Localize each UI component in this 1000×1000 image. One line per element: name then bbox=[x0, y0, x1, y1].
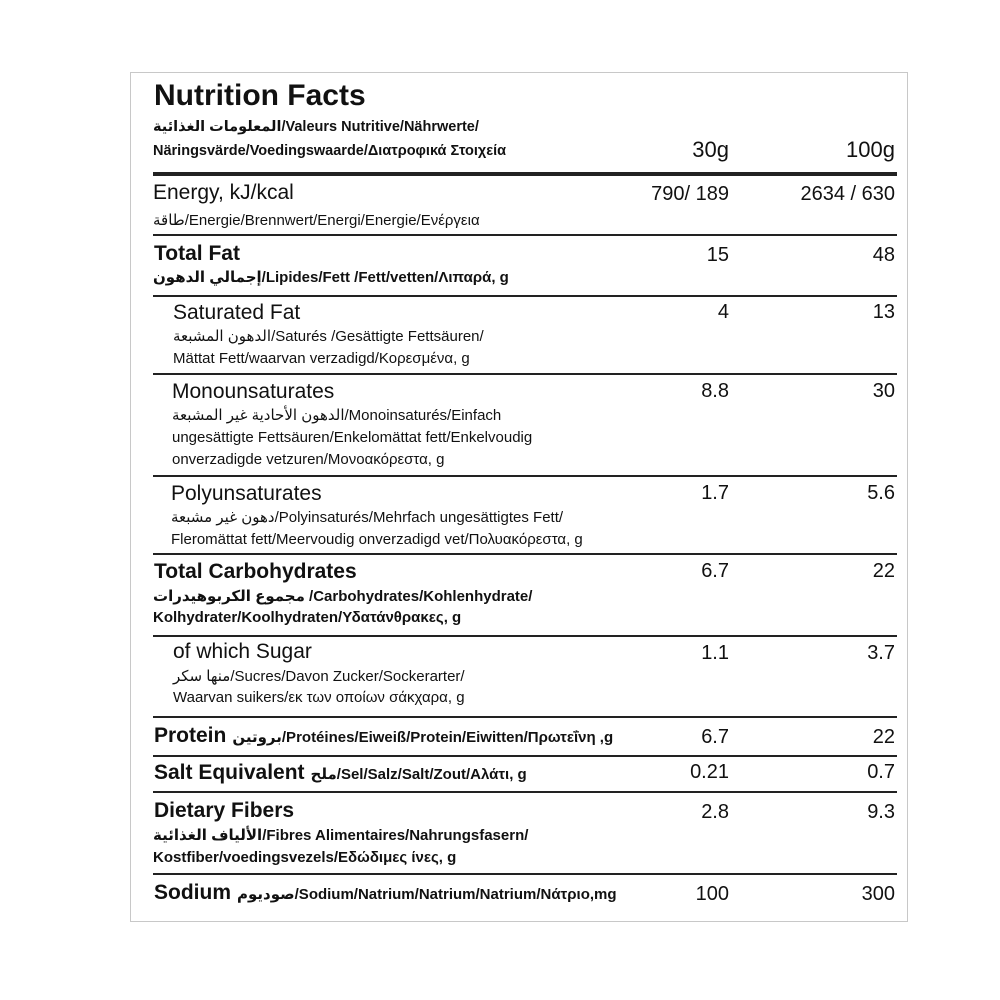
row-divider bbox=[153, 373, 897, 375]
value-30g: 6.7 bbox=[701, 560, 729, 582]
row-divider bbox=[153, 234, 897, 236]
row-divider bbox=[153, 873, 897, 875]
row-translation-line2: Kolhydrater/Koolhydraten/Υδατάνθρακες, g bbox=[153, 609, 462, 626]
row-translation-line1: مجموع الكربوهيدرات /Carbohydrates/Kohlenhydrate/ bbox=[153, 588, 533, 605]
row-divider bbox=[153, 755, 897, 757]
value-100g: 3.7 bbox=[867, 642, 895, 664]
value-30g: 15 bbox=[706, 244, 729, 266]
value-30g: 2.8 bbox=[701, 801, 729, 823]
title-translations-line2: Näringsvärde/Voedingswaarde/Διατροφικά Στοιχεία bbox=[153, 143, 507, 159]
value-30g: 790/ 189 bbox=[651, 183, 729, 205]
value-30g: 6.7 bbox=[701, 726, 729, 748]
row-translation-line3: onverzadigde vetzuren/Μονοακόρεστα, g bbox=[172, 451, 445, 468]
row-name: Monounsaturates bbox=[172, 380, 335, 403]
column-header-100g: 100g bbox=[846, 137, 895, 162]
row-name bbox=[154, 761, 527, 785]
row-translation-line2: Fleromättat fett/Meervoudig onverzadigd vet/Πολυακόρεστα, g bbox=[171, 531, 583, 548]
row-translation: صوديوم/Sodium/Natrium/Natrium/Natrium/Νάτριο,mg bbox=[237, 886, 617, 903]
value-100g: 2634 / 630 bbox=[800, 183, 895, 205]
row-divider bbox=[153, 475, 897, 477]
row-translation: إجمالي الدهون/Lipides/Fett /Fett/vetten/Λιπαρά, g bbox=[153, 269, 509, 286]
value-30g: 100 bbox=[695, 883, 729, 905]
value-100g: 22 bbox=[872, 560, 895, 582]
row-name-text: Protein bbox=[154, 724, 227, 747]
row-divider bbox=[153, 791, 897, 793]
row-translation-line1: الألياف الغذائية/Fibres Alimentaires/Nahrungsfasern/ bbox=[153, 827, 529, 844]
row-divider bbox=[153, 716, 897, 718]
row-name: Energy, kJ/kcal bbox=[153, 181, 294, 204]
row-translation: ملح/Sel/Salz/Salt/Zout/Αλάτι, g bbox=[310, 766, 527, 783]
row-name: Polyunsaturates bbox=[171, 482, 322, 505]
row-translation-line2: ungesättigte Fettsäuren/Enkelomättat fett/Enkelvoudig bbox=[172, 429, 533, 446]
row-name: of which Sugar bbox=[173, 640, 312, 663]
value-30g: 8.8 bbox=[701, 380, 729, 402]
value-100g: 13 bbox=[872, 301, 895, 323]
value-100g: 22 bbox=[872, 726, 895, 748]
value-100g: 30 bbox=[872, 380, 895, 402]
row-translation-line2: Mättat Fett/waarvan verzadigd/Κορεσμένα, g bbox=[173, 350, 470, 367]
header-divider bbox=[153, 172, 897, 176]
title-translations-line1: المعلومات الغذائية/Valeurs Nutritive/Nährwerte/ bbox=[153, 119, 479, 135]
row-name bbox=[154, 881, 617, 905]
row-translation-line1: الدهون الأحادية غير المشبعة/Monoinsaturés/Einfach bbox=[172, 407, 502, 424]
row-translation-line2: Kostfiber/voedingsvezels/Εδώδιμες ίνες, g bbox=[153, 849, 457, 866]
value-30g: 0.21 bbox=[690, 761, 729, 783]
nutrition-label bbox=[130, 72, 908, 922]
row-name: Total Carbohydrates bbox=[154, 560, 357, 583]
row-translation-line1: منها سكر/Sucres/Davon Zucker/Sockerarter/ bbox=[173, 668, 465, 685]
row-name: Saturated Fat bbox=[173, 301, 301, 324]
value-30g: 4 bbox=[717, 301, 729, 323]
row-divider bbox=[153, 295, 897, 297]
row-divider bbox=[153, 635, 897, 637]
row-name-text: Salt Equivalent bbox=[154, 761, 305, 784]
value-100g: 5.6 bbox=[867, 482, 895, 504]
row-name: Dietary Fibers bbox=[154, 799, 295, 822]
row-translation-line2: Waarvan suikers/εκ των οποίων σάκχαρα, g bbox=[173, 689, 465, 706]
row-translation-line1: الدهون المشبعة/Saturés /Gesättigte Fettsäuren/ bbox=[173, 328, 484, 345]
value-30g: 1.1 bbox=[701, 642, 729, 664]
row-divider bbox=[153, 553, 897, 555]
row-name bbox=[154, 724, 613, 748]
value-100g: 300 bbox=[861, 883, 895, 905]
column-header-30g: 30g bbox=[692, 137, 729, 162]
row-name-text: Sodium bbox=[154, 881, 231, 904]
label-title: Nutrition Facts bbox=[154, 79, 366, 112]
row-translation: بروتين/Protéines/Eiweiß/Protein/Eiwitten/Πρωτεΐνη ,g bbox=[232, 729, 614, 746]
row-name: Total Fat bbox=[154, 242, 240, 265]
row-translation: طاقة/Energie/Brennwert/Energi/Energie/Ενέργεια bbox=[153, 212, 480, 229]
value-100g: 48 bbox=[872, 244, 895, 266]
value-100g: 9.3 bbox=[867, 801, 895, 823]
value-30g: 1.7 bbox=[701, 482, 729, 504]
row-translation-line1: دهون غير مشبعة/Polyinsaturés/Mehrfach ungesättigtes Fett/ bbox=[171, 509, 564, 526]
value-100g: 0.7 bbox=[867, 761, 895, 783]
